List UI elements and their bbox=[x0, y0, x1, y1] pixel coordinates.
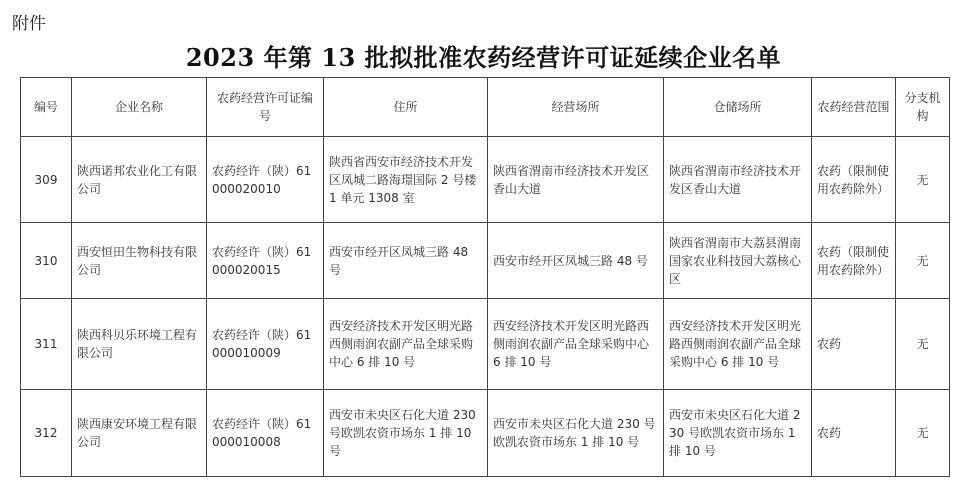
cell-storage-site: 西安经济技术开发区明光路西侧雨润农副产品全球采购中心 6 排 10 号 bbox=[664, 299, 812, 390]
cell-business-site: 西安经济技术开发区明光路西侧雨润农副产品全球采购中心 6 排 10 号 bbox=[488, 299, 664, 390]
cell-license: 农药经许（陕）61000020015 bbox=[207, 223, 324, 299]
col-header-storage-site: 仓储场所 bbox=[664, 78, 812, 137]
cell-branch: 无 bbox=[896, 223, 950, 299]
table-row bbox=[21, 299, 950, 390]
cell-scope: 农药（限制使用农药除外） bbox=[812, 137, 896, 223]
cell-id: 311 bbox=[21, 299, 72, 390]
cell-name: 陕西科贝乐环境工程有限公司 bbox=[72, 299, 207, 390]
cell-license: 农药经许（陕）61000010009 bbox=[207, 299, 324, 390]
col-header-license: 农药经营许可证编号 bbox=[207, 78, 324, 137]
cell-address: 西安经济技术开发区明光路西侧雨润农副产品全球采购中心 6 排 10 号 bbox=[324, 299, 488, 390]
cell-id: 310 bbox=[21, 223, 72, 299]
table-row bbox=[21, 390, 950, 477]
table-row bbox=[21, 137, 950, 223]
cell-storage-site: 陕西省渭南市经济技术开发区香山大道 bbox=[664, 137, 812, 223]
cell-address: 西安市经开区凤城三路 48 号 bbox=[324, 223, 488, 299]
cell-branch: 无 bbox=[896, 137, 950, 223]
cell-business-site: 陕西省渭南市经济技术开发区香山大道 bbox=[488, 137, 664, 223]
cell-business-site: 西安市未央区石化大道 230 号欧凯农资市场东 1 排 10 号 bbox=[488, 390, 664, 477]
attachment-label: 附件 bbox=[12, 14, 46, 34]
cell-scope: 农药 bbox=[812, 299, 896, 390]
cell-business-site: 西安市经开区凤城三路 48 号 bbox=[488, 223, 664, 299]
cell-storage-site: 陕西省渭南市大荔县渭南国家农业科技园大荔核心区 bbox=[664, 223, 812, 299]
col-header-name: 企业名称 bbox=[72, 78, 207, 137]
cell-branch: 无 bbox=[896, 390, 950, 477]
cell-license: 农药经许（陕）61000020010 bbox=[207, 137, 324, 223]
cell-id: 312 bbox=[21, 390, 72, 477]
table-row bbox=[21, 223, 950, 299]
cell-scope: 农药 bbox=[812, 390, 896, 477]
document-title: 2023 年第 13 批拟批准农药经营许可证延续企业名单 bbox=[185, 43, 782, 72]
cell-name: 西安恒田生物科技有限公司 bbox=[72, 223, 207, 299]
cell-license: 农药经许（陕）61000010008 bbox=[207, 390, 324, 477]
cell-storage-site: 西安市未央区石化大道 230 号欧凯农资市场东 1 排 10 号 bbox=[664, 390, 812, 477]
cell-address: 陕西省西安市经济技术开发区凤城二路海璟国际 2 号楼 1 单元 1308 室 bbox=[324, 137, 488, 223]
col-header-scope: 农药经营范围 bbox=[812, 78, 896, 137]
cell-name: 陕西康安环境工程有限公司 bbox=[72, 390, 207, 477]
table-header-row bbox=[21, 78, 950, 137]
cell-branch: 无 bbox=[896, 299, 950, 390]
cell-id: 309 bbox=[21, 137, 72, 223]
cell-scope: 农药（限制使用农药除外） bbox=[812, 223, 896, 299]
col-header-business-site: 经营场所 bbox=[488, 78, 664, 137]
col-header-branch: 分支机构 bbox=[896, 78, 950, 137]
col-header-id: 编号 bbox=[21, 78, 72, 137]
cell-name: 陕西诺邦农业化工有限公司 bbox=[72, 137, 207, 223]
cell-address: 西安市未央区石化大道 230 号欧凯农资市场东 1 排 10 号 bbox=[324, 390, 488, 477]
col-header-address: 住所 bbox=[324, 78, 488, 137]
enterprise-table bbox=[20, 77, 950, 477]
